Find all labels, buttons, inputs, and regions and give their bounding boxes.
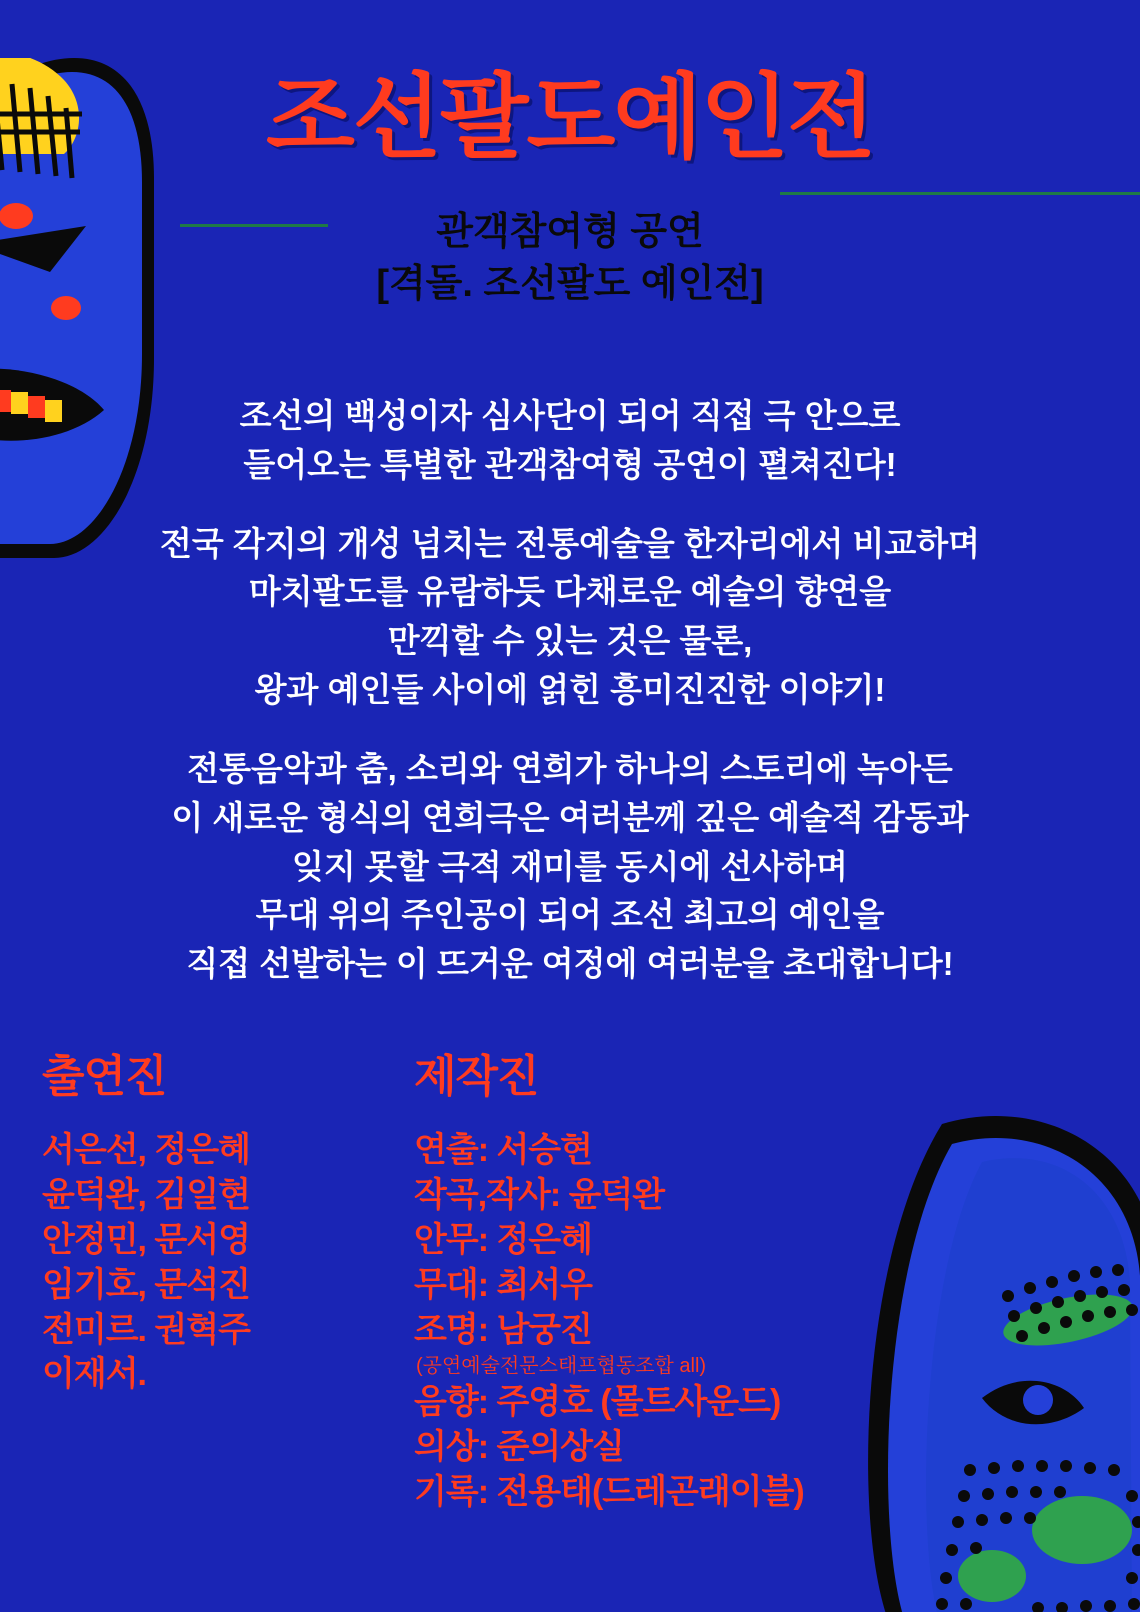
cast-line: 전미르. 권혁주 <box>42 1310 250 1349</box>
cast-heading: 출연진 <box>42 1052 167 1101</box>
staff-line: 의상: 준의상실 <box>414 1428 624 1467</box>
staff-line-note: (공연예술전문스태프협동조합 all) <box>416 1355 707 1378</box>
staff-line: 무대: 최서우 <box>414 1265 592 1304</box>
cast-line: 이재서. <box>42 1355 146 1394</box>
poster-description <box>60 392 1080 989</box>
subtitle-line-1: 관객참여형 공연 <box>436 211 704 253</box>
staff-line: 안무: 정은혜 <box>414 1220 592 1259</box>
staff-column <box>414 1040 884 1515</box>
staff-line: 연출: 서승현 <box>414 1131 592 1169</box>
description-paragraph-2: 전국 각지의 개성 넘치는 전통예술을 한자리에서 비교하며 마치팔도를 유람하듯 다채로운 예술의 향연을 만끽할 수 있는 것은 물론, 왕과 예인들 사이에 얽힌 흥미진진한 이야기! <box>159 524 981 709</box>
staff-line: 작곡,작사: 윤덕완 <box>414 1175 665 1214</box>
staff-line: 기록: 전용태(드레곤래이블) <box>414 1473 804 1512</box>
cast-column <box>42 1040 342 1515</box>
staff-heading: 제작진 <box>414 1052 539 1101</box>
cast-line: 임기호, 문석진 <box>42 1265 250 1304</box>
cast-line: 윤덕완, 김일현 <box>42 1175 250 1214</box>
cast-line: 서은선, 정은혜 <box>42 1131 250 1169</box>
poster-subtitle <box>0 206 1140 311</box>
staff-line: 조명: 남궁진 <box>414 1310 592 1349</box>
cast-line: 안정민, 문서영 <box>42 1220 250 1259</box>
subtitle-line-2: [격돌. 조선팔도 예인전] <box>376 263 764 306</box>
credits-section <box>42 1040 1042 1515</box>
description-paragraph-1: 조선의 백성이자 심사단이 되어 직접 극 안으로 들어오는 특별한 관객참여형 공연이 펼쳐진다! <box>239 397 901 483</box>
decorative-rules <box>0 196 1140 200</box>
description-paragraph-3: 전통음악과 춤, 소리와 연희가 하나의 스토리에 녹아든 이 새로운 형식의 연희극은 여러분께 깊은 예술적 감동과 잊지 못할 극적 재미를 동시에 선사하며 무대 위의 주인공이 되어 조선 최고의 예인을 직접 선발하는 이 뜨거운 여정에 여러분을 초대합니다! <box>171 749 969 983</box>
poster-title: 조선팔도예인전 <box>265 67 875 169</box>
staff-line: 음향: 주영호 (몰트사운드) <box>414 1383 781 1422</box>
divider-rule-right <box>780 192 1140 195</box>
